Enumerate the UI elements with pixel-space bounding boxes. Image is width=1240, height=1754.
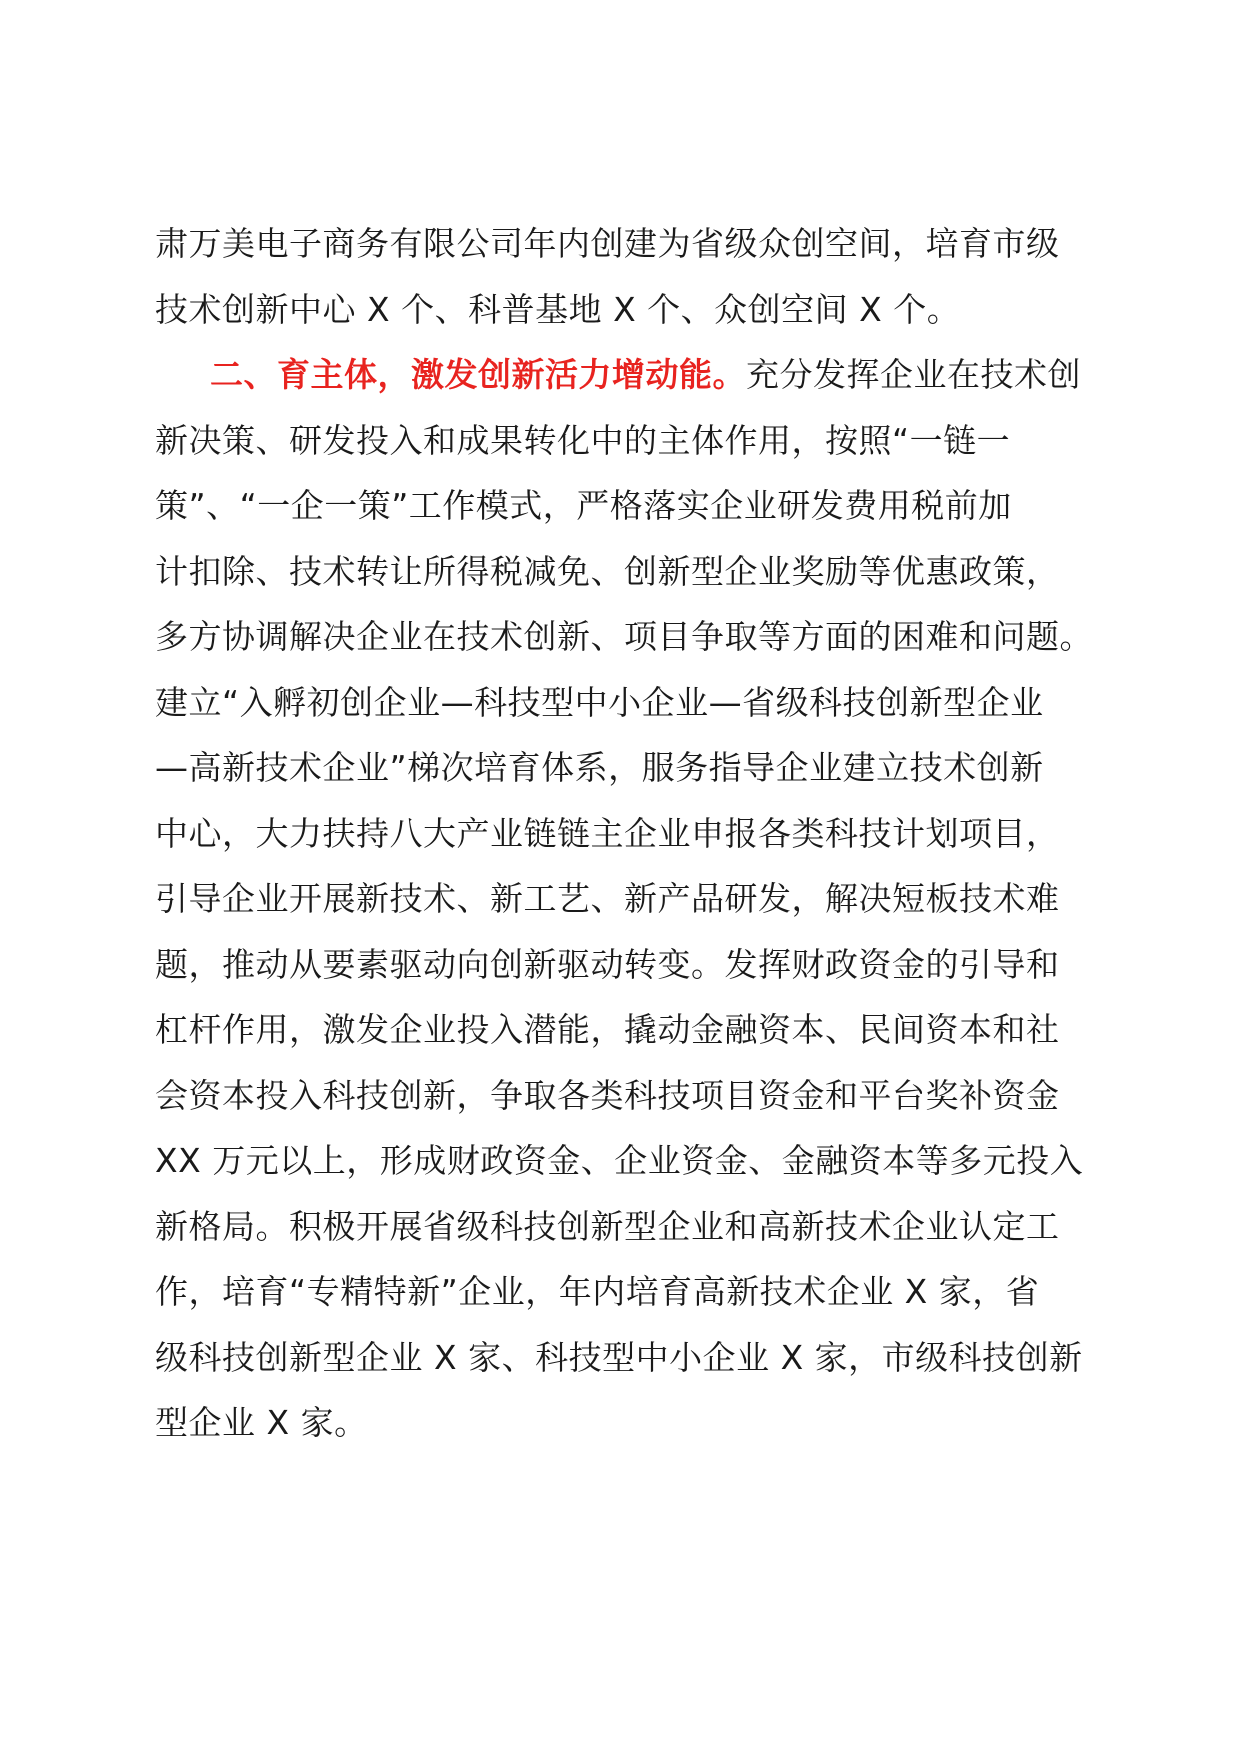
paragraph-line: 多方协调解决企业在技术创新、项目争取等方面的困难和问题。 <box>155 617 1093 656</box>
paragraph-line: 计扣除、技术转让所得税减免、创新型企业奖励等优惠政策， <box>155 551 1060 591</box>
first-line-text: 充分发挥企业在技术创 <box>746 355 1081 394</box>
section-heading: 二、育主体，激发创新活力增动能。 <box>210 355 746 394</box>
paragraph-1 <box>155 211 1085 342</box>
paragraph-line: 作，培育“专精特新”企业，年内培育高新技术企业 X 家，省 <box>155 1272 1040 1311</box>
paragraph-line: 新格局。积极开展省级科技创新型企业和高新技术企业认定工 <box>155 1206 1060 1246</box>
paragraph-2 <box>155 342 1093 1456</box>
paragraph-line: 型企业 X 家。 <box>155 1403 368 1442</box>
paragraph-line: XX 万元以上，形成财政资金、企业资金、金融资本等多元投入 <box>155 1141 1084 1180</box>
paragraph-line: 会资本投入科技创新，争取各类科技项目资金和平台奖补资金 <box>155 1075 1060 1115</box>
paragraph-line: 引导企业开展新技术、新工艺、新产品研发，解决短板技术难 <box>155 879 1060 918</box>
paragraph-line: 级科技创新型企业 X 家、科技型中小企业 X 家，市级科技创新 <box>155 1337 1083 1377</box>
paragraph-line: 肃万美电子商务有限公司年内创建为省级众创空间，培育市级 <box>155 224 1060 263</box>
paragraph-line: 建立“入孵初创企业—科技型中小企业—省级科技创新型企业 <box>155 682 1044 722</box>
paragraph-line: 中心，大力扶持八大产业链链主企业申报各类科技计划项目， <box>155 813 1060 853</box>
paragraph-line: 新决策、研发投入和成果转化中的主体作用，按照“一链一 <box>155 420 1011 460</box>
paragraph-line: 技术创新中心 X 个、科普基地 X 个、众创空间 X 个。 <box>155 289 961 329</box>
paragraph-line: —高新技术企业”梯次培育体系，服务指导企业建立技术创新 <box>155 748 1044 787</box>
paragraph-line: 策”、“一企一策”工作模式，严格落实企业研发费用税前加 <box>155 486 1012 525</box>
paragraph-line: 杠杆作用，激发企业投入潜能，撬动金融资本、民间资本和社 <box>155 1010 1060 1049</box>
paragraph-first-line <box>155 342 1085 408</box>
paragraph-line: 题，推动从要素驱动向创新驱动转变。发挥财政资金的引导和 <box>155 944 1060 984</box>
